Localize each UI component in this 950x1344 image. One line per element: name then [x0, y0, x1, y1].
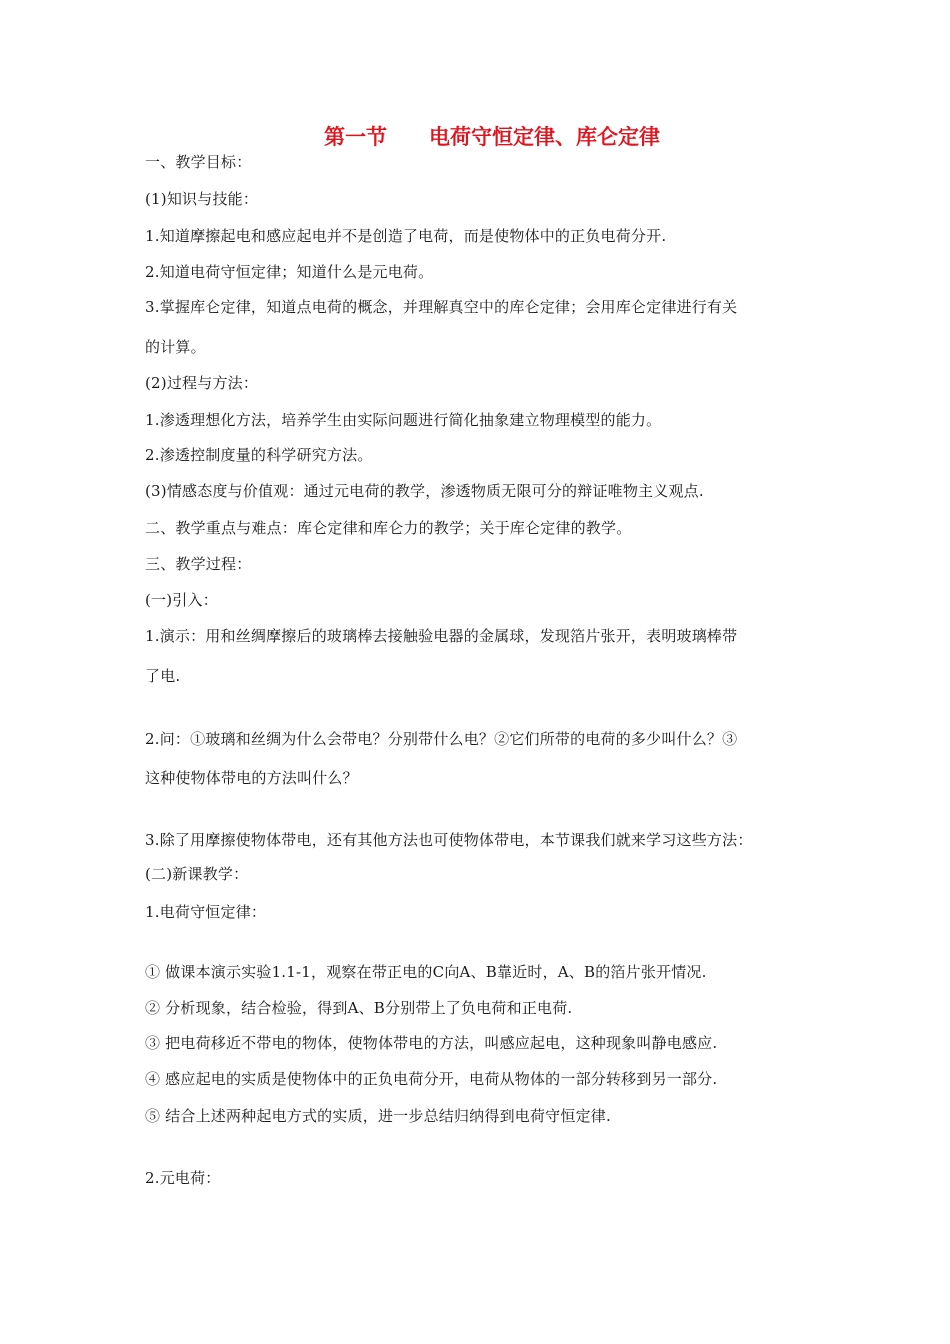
list-item: ⑤ 结合上述两种起电方式的实质，进一步总结归纳得到电荷守恒定律. — [145, 1107, 611, 1125]
paragraph-line: 的计算。 — [145, 338, 206, 356]
subheading-elementary-charge: 2.元电荷： — [145, 1169, 221, 1187]
paragraph-line: 2.知道电荷守恒定律；知道什么是元电荷。 — [145, 263, 434, 281]
paragraph-line: 这种使物体带电的方法叫什么？ — [145, 769, 358, 787]
paragraph-line: 3.掌握库仑定律，知道点电荷的概念，并理解真空中的库仑定律；会用库仑定律进行有关 — [145, 298, 738, 316]
subheading-new-lesson: (二)新课教学： — [145, 865, 249, 883]
list-item: ② 分析现象，结合检验，得到A、B分别带上了负电荷和正电荷. — [145, 999, 573, 1017]
list-item: ① 做课本演示实验1.1-1，观察在带正电的C向A、B靠近时，A、B的箔片张开情况. — [145, 963, 707, 981]
paragraph-line: 2.渗透控制度量的科学研究方法。 — [145, 446, 373, 464]
subheading-attitude-values: (3)情感态度与价值观：通过元电荷的教学，渗透物质无限可分的辩证唯物主义观点. — [145, 482, 704, 500]
list-item: ④ 感应起电的实质是使物体中的正负电荷分开，电荷从物体的一部分转移到另一部分. — [145, 1070, 718, 1088]
list-item: ③ 把电荷移近不带电的物体，使物体带电的方法，叫感应起电，这种现象叫静电感应. — [145, 1034, 718, 1052]
paragraph-line: 1.知道摩擦起电和感应起电并不是创造了电荷，而是使物体中的正负电荷分开. — [145, 227, 667, 245]
subheading-process-methods: (2)过程与方法： — [145, 374, 259, 392]
section-heading-process: 三、教学过程： — [145, 555, 252, 573]
paragraph-line: 3.除了用摩擦使物体带电，还有其他方法也可使物体带电，本节课我们就来学习这些方法： — [145, 831, 753, 849]
paragraph-line: 1.渗透理想化方法，培养学生由实际问题进行简化抽象建立物理模型的能力。 — [145, 411, 662, 429]
subheading-conservation-law: 1.电荷守恒定律： — [145, 903, 267, 921]
page-title: 第一节 电荷守恒定律、库仑定律 — [324, 125, 660, 149]
subheading-knowledge-skills: (1)知识与技能： — [145, 190, 259, 208]
paragraph-line: 了电. — [145, 667, 181, 685]
paragraph-line: 1.演示：用和丝绸摩擦后的玻璃棒去接触验电器的金属球，发现箔片张开，表明玻璃棒带 — [145, 627, 738, 645]
paragraph-line: 2.问：①玻璃和丝绸为什么会带电？分别带什么电？②它们所带的电荷的多少叫什么？③ — [145, 730, 738, 748]
section-heading-objectives: 一、教学目标： — [145, 153, 252, 171]
subheading-introduction: (一)引入： — [145, 591, 218, 609]
section-heading-key-points: 二、教学重点与难点：库仑定律和库仑力的教学；关于库仑定律的教学。 — [145, 519, 632, 537]
